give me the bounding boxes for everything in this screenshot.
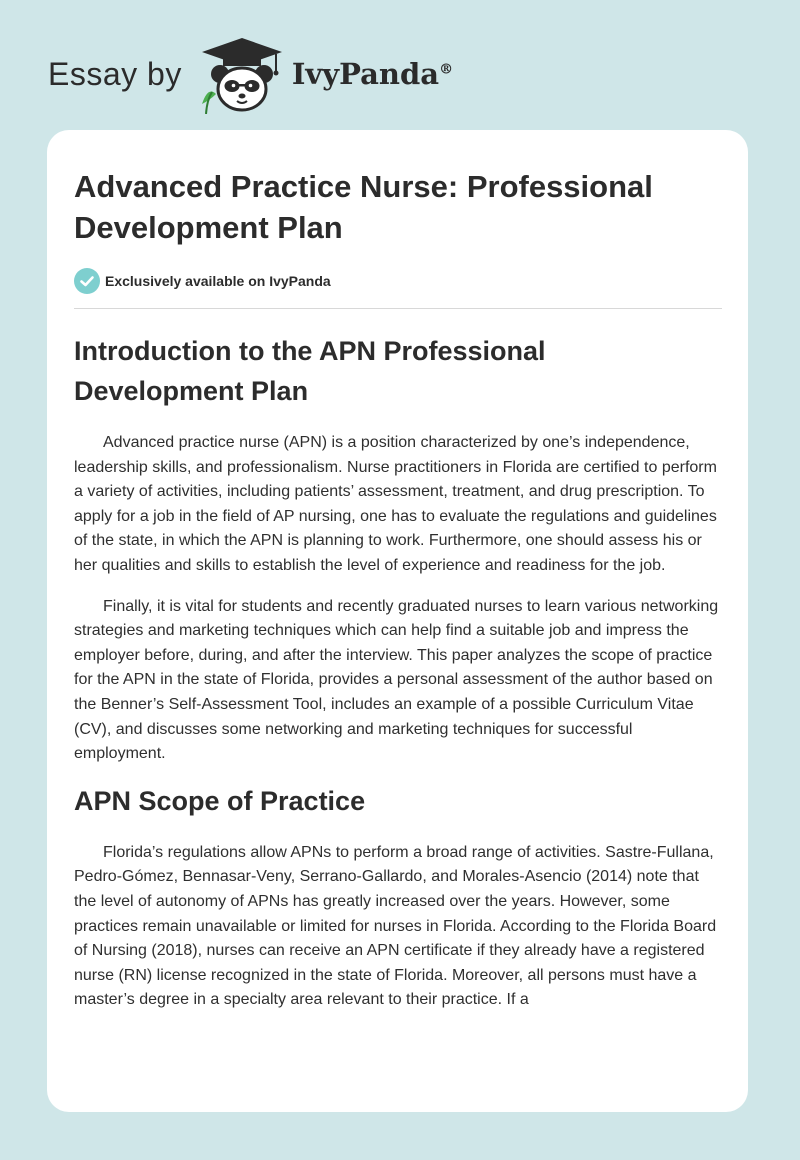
section-scope-of-practice bbox=[74, 781, 722, 1013]
paragraph: Advanced practice nurse (APN) is a position characterized by one’s independence, leadership skills, and professionalism. Nurse practitioners in Florida are certified to perform a variety of activities, including patients’ assessment, treatment, and drug prescription. To apply for a job in the field of AP nursing, one has to evaluate the regulations and guidelines of the state, in which the APN is planning to work. Furthermore, one should assess his or her qualities and skills to establish the level of experience and readiness for the job. bbox=[74, 434, 717, 574]
registered-mark: ® bbox=[439, 61, 454, 78]
essay-title: Advanced Practice Nurse: Professional Development Plan bbox=[74, 169, 653, 245]
title-divider bbox=[74, 308, 722, 309]
section-heading: APN Scope of Practice bbox=[74, 785, 366, 816]
site-header bbox=[48, 34, 453, 114]
section-introduction bbox=[74, 331, 722, 767]
exclusive-badge bbox=[74, 268, 722, 294]
brand-prefix: Essay by bbox=[48, 55, 182, 92]
panda-graduate-icon[interactable] bbox=[196, 34, 288, 114]
essay-card bbox=[47, 130, 748, 1112]
brand-name[interactable]: IvyPanda® bbox=[291, 57, 454, 91]
paragraph: Finally, it is vital for students and recently graduated nurses to learn various networking strategies and marketing techniques which can help find a suitable job and impress the employer before, during, and after the interview. This paper analyzes the scope of practice for the APN in the state of Florida, provides a personal assessment of the author based on the Benner’s Self-Assessment Tool, includes an example of a possible Curriculum Vitae (CV), and discusses some networking and marketing techniques for successful employment. bbox=[74, 597, 719, 763]
badge-text: Exclusively available on IvyPanda bbox=[105, 273, 331, 289]
checkmark-circle-icon bbox=[74, 268, 100, 294]
section-heading: Introduction to the APN Professional Development Plan bbox=[74, 336, 546, 406]
paragraph: Florida’s regulations allow APNs to perform a broad range of activities. Sastre-Fullana, Pedro-Gómez, Bennasar-Veny, Serrano-Gallardo, and Morales-Asencio (2014) note that the level of autonomy of APNs has greatly increased over the years. However, some practices remain unavailable or limited for nurses in Florida. According to the Florida Board of Nursing (2018), nurses can receive an APN certificate if they already have a registered nurse (RN) license recognized in the state of Florida. Moreover, all persons must have a master’s degree in a specialty area relevant to their practice. If a bbox=[74, 843, 717, 1009]
